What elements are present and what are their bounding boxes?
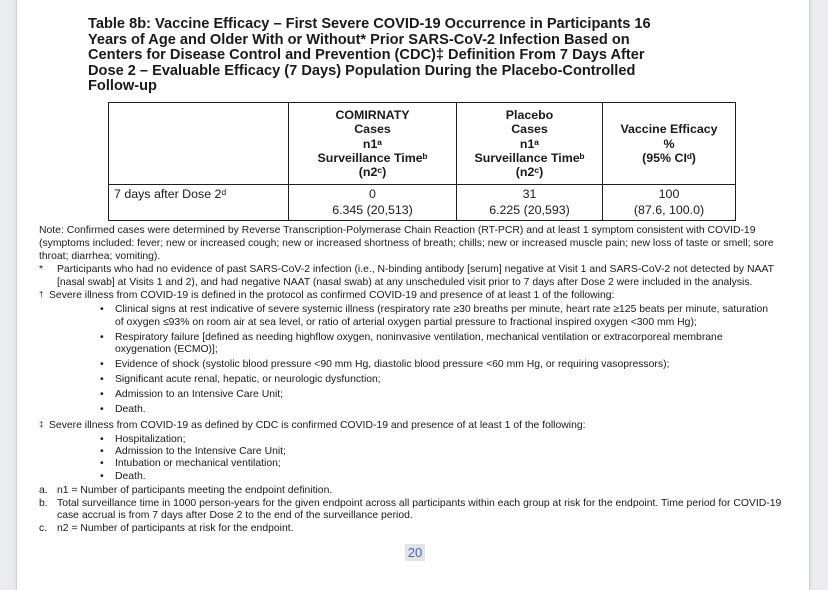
- list-item: [100, 434, 776, 446]
- footnote-a-marker: a.: [39, 484, 48, 496]
- footnote-c: [39, 523, 791, 536]
- header-line: COMIRNATY: [335, 107, 410, 122]
- bullet-text: Evidence of shock (systolic blood pressure <90 mm Hg, diastolic blood pressure <60 mm Hg, or requiring vasopressors);: [115, 359, 670, 371]
- list-item: [100, 404, 776, 417]
- list-item: [100, 471, 776, 483]
- list-item: [100, 389, 776, 402]
- comirnaty-surveillance-time: 6.345 (20,513): [332, 202, 413, 217]
- footnote-a: [39, 485, 791, 498]
- vaccine-efficacy-table: [108, 102, 736, 221]
- header-line: Cases: [511, 122, 548, 137]
- footnote-text: n2 = Number of participants at risk for the endpoint.: [57, 522, 294, 534]
- header-placebo: [457, 102, 603, 184]
- placebo-value-cell: [457, 185, 603, 221]
- header-line: n1ᵃ: [362, 136, 383, 151]
- header-line: Surveillance Timeᵇ: [317, 150, 428, 165]
- footnote-section: [39, 224, 791, 561]
- list-item: [100, 458, 776, 470]
- bullet-text: Death.: [115, 404, 146, 416]
- efficacy-percent: 100: [658, 187, 680, 202]
- footnote-text: Severe illness from COVID-19 is defined in the protocol as confirmed COVID-19 and presence of at least 1 of the following:: [49, 290, 615, 302]
- bullet-text: Hospitalization;: [115, 433, 186, 445]
- header-line: n1ᵃ: [519, 136, 540, 151]
- title-line: Follow-up: [88, 78, 157, 95]
- header-line: (n2ᶜ): [358, 165, 387, 180]
- header-line: Cases: [354, 122, 391, 137]
- list-item: [100, 304, 776, 329]
- bullet-icon: •: [100, 404, 104, 416]
- table-header-row: [109, 102, 736, 184]
- bullet-text: Death.: [115, 470, 146, 482]
- bullet-icon: •: [100, 470, 104, 482]
- dagger-bullet-list: [100, 304, 776, 417]
- footnote-text: n1 = Number of participants meeting the endpoint definition.: [57, 484, 333, 496]
- table-note: Note: Confirmed cases were determined by Reverse Transcription-Polymerase Chain Reaction (RT-PCR) and at least 1 symptom consistent with COVID-19 (symptoms included: fever; new or increased cough; new or increased shortness of breath; chills; new or increased muscle pain; new loss of taste or smell; sore throat; diarrhea; vomiting).: [39, 225, 774, 263]
- title-line: Dose 2 – Evaluable Efficacy (7 Days) Population During the Placebo-Controlled: [88, 62, 636, 79]
- header-line: %: [663, 136, 675, 151]
- bullet-text: Respiratory failure [defined as needing highflow oxygen, noninvasive ventilation, mechanical ventilation or extracorporeal membrane oxygenation (ECMO)];: [115, 331, 723, 356]
- bullet-icon: •: [100, 389, 104, 401]
- footnote-dagger: [39, 289, 791, 302]
- list-item: [100, 332, 776, 357]
- dagger-marker: †: [39, 290, 44, 300]
- placebo-cases: 31: [522, 187, 537, 202]
- page-number: 20: [405, 544, 425, 561]
- header-vaccine-efficacy: [603, 102, 736, 184]
- header-line: (n2ᶜ): [515, 165, 544, 180]
- title-line: Years of Age and Older With or Without* Prior SARS-CoV-2 Infection Based on: [88, 31, 630, 48]
- footnote-text: Total surveillance time in 1000 person-years for the given endpoint across all participants within each group at risk for the endpoint. Time period for COVID-19 case accrual is from 7 days after Dose 2 to the end of the surveillance period.: [57, 497, 782, 522]
- bullet-icon: •: [100, 331, 104, 343]
- comirnaty-value-cell: [289, 185, 457, 221]
- efficacy-value-cell: [603, 185, 736, 221]
- bullet-icon: •: [100, 433, 104, 445]
- header-comirnaty: [289, 102, 457, 184]
- table-row: [109, 185, 736, 221]
- page-footer: [39, 544, 791, 561]
- row-label: 7 days after Dose 2ᵈ: [109, 185, 289, 221]
- efficacy-ci: (87.6, 100.0): [633, 202, 705, 217]
- comirnaty-cases: 0: [369, 187, 376, 202]
- bullet-text: Intubation or mechanical ventilation;: [115, 458, 281, 470]
- footnote-c-marker: c.: [39, 522, 48, 534]
- header-line: (95% CIᵈ): [642, 150, 696, 165]
- header-line: Vaccine Efficacy: [620, 122, 718, 137]
- header-empty-cell: [109, 102, 289, 184]
- bullet-text: Significant acute renal, hepatic, or neurologic dysfunction;: [115, 374, 381, 386]
- bullet-icon: •: [100, 359, 104, 371]
- bullet-icon: •: [100, 304, 104, 316]
- table-title: [88, 17, 738, 95]
- list-item: [100, 374, 776, 387]
- header-line: Placebo: [505, 107, 554, 122]
- bullet-icon: •: [100, 458, 104, 470]
- pdf-page: [16, 0, 810, 590]
- list-item: [100, 446, 776, 458]
- placebo-surveillance-time: 6.225 (20,593): [489, 202, 570, 217]
- footnote-double-dagger: [39, 419, 791, 432]
- list-item: [100, 359, 776, 372]
- footnote-text: Severe illness from COVID-19 as defined by CDC is confirmed COVID-19 and presence of at least 1 of the following:: [49, 419, 586, 431]
- footnote-b: [39, 498, 791, 523]
- footnote-b-marker: b.: [39, 497, 48, 509]
- bullet-text: Admission to an Intensive Care Unit;: [115, 389, 284, 401]
- title-line: Table 8b: Vaccine Efficacy – First Severe COVID-19 Occurrence in Participants 16: [88, 16, 651, 32]
- double-dagger-marker: ‡: [39, 419, 44, 429]
- bullet-icon: •: [100, 446, 104, 458]
- title-line: Centers for Disease Control and Prevention (CDC)‡ Definition From 7 Days After: [88, 47, 645, 64]
- bullet-text: Clinical signs at rest indicative of severe systemic illness (respiratory rate ≥30 breaths per minute, heart rate ≥125 beats per minute, saturation of oxygen ≤93% on room air at sea level, or ratio of arterial oxygen partial pressure to fractional inspired oxygen <300 mm Hg);: [115, 304, 769, 328]
- footnote-asterisk: [39, 263, 791, 289]
- double-dagger-bullet-list: [100, 434, 776, 483]
- header-line: Surveillance Timeᵇ: [474, 150, 585, 165]
- bullet-text: Admission to the Intensive Care Unit;: [115, 446, 286, 458]
- asterisk-marker: *: [39, 264, 44, 276]
- footnote-text: Participants who had no evidence of past SARS-CoV-2 infection (i.e., N-binding antibody [serum] negative at Visit 1 and SARS-CoV-2 not detected by NAAT [nasal swab] at Visits 1 and 2), and had negative NAAT (nasal swab) at any unscheduled visit prior to 7 days after Dose 2 were included in the analysis.: [57, 264, 774, 289]
- bullet-icon: •: [100, 374, 104, 386]
